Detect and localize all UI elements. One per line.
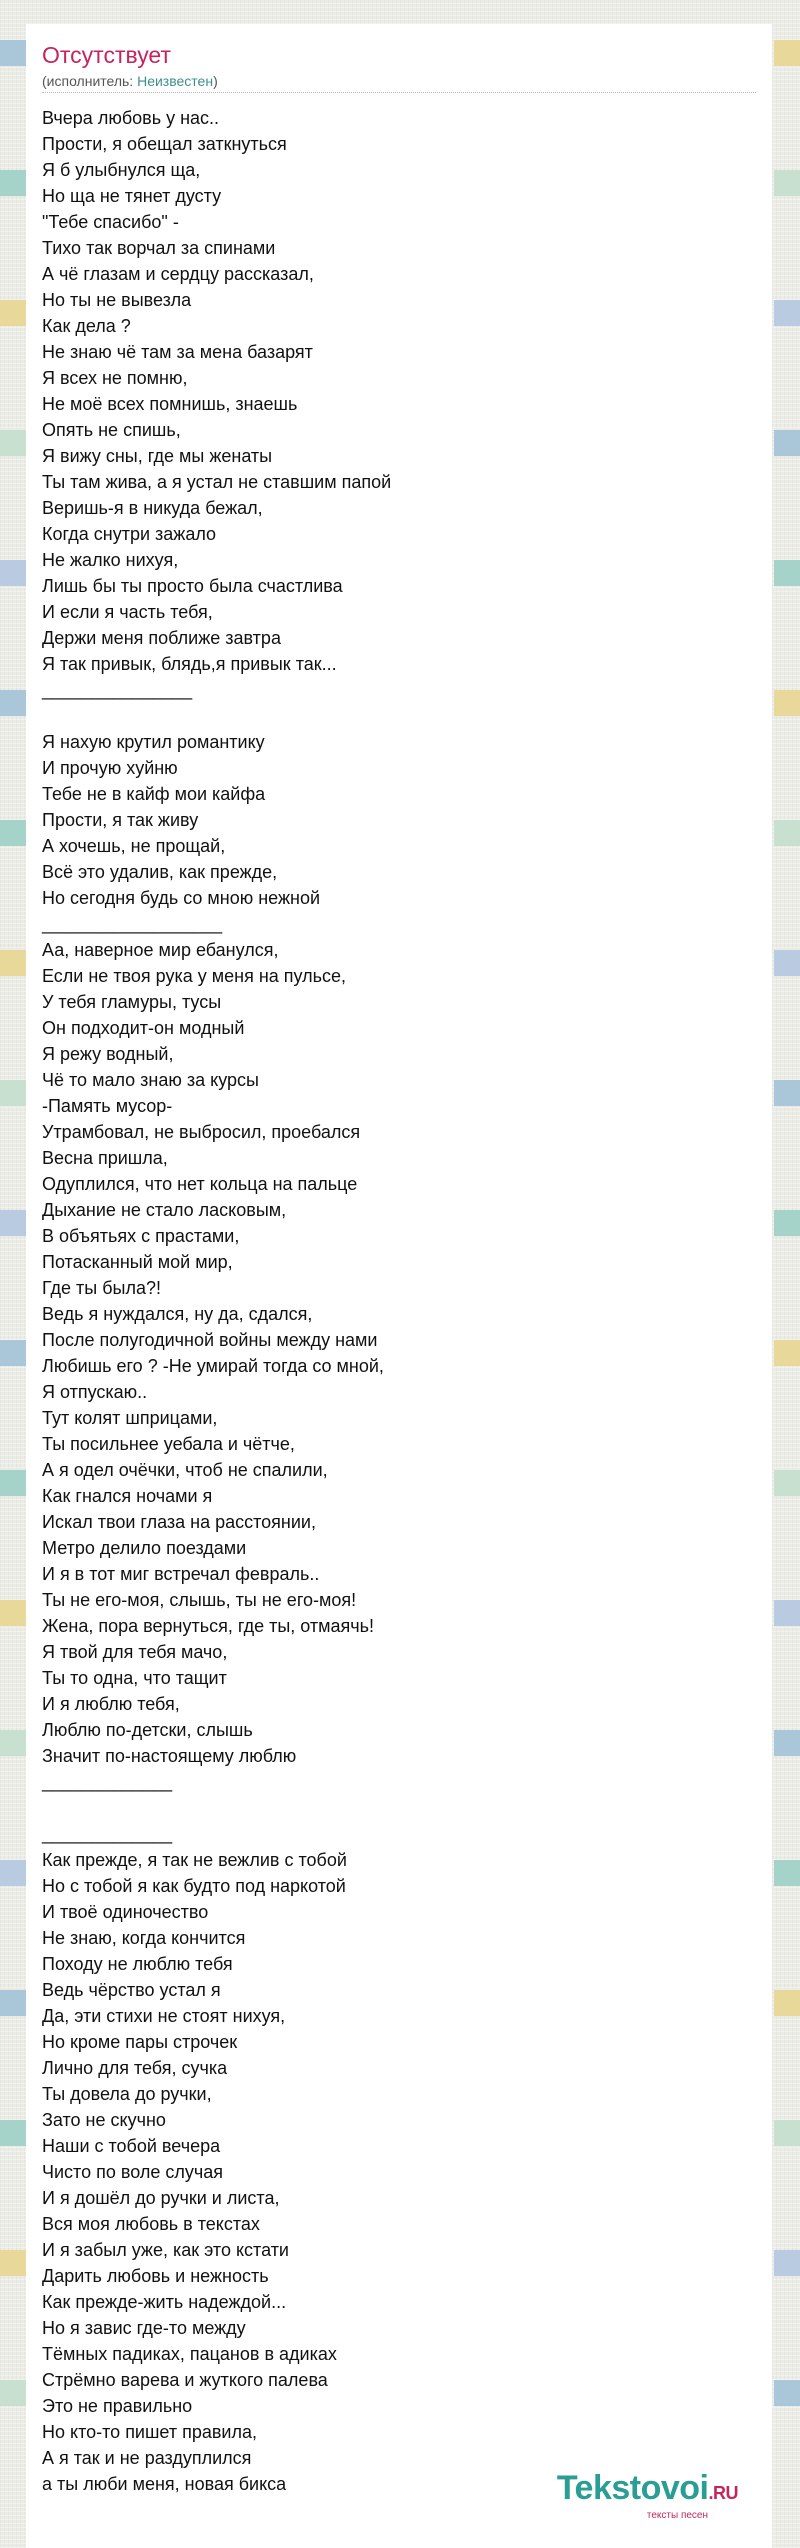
lyrics-line: Веришь-я в никуда бежал, [42,498,263,518]
stripe-block [774,1990,800,2016]
lyrics-line: _____________ [42,1772,173,1792]
lyrics-line: Весна пришла, [42,1148,168,1168]
stripe-block [0,1210,26,1236]
lyrics-line: Вчера любовь у нас.. [42,108,220,128]
lyrics-line: Люблю по-детски, слышь [42,1720,253,1740]
lyrics-line: Ведь чёрство устал я [42,1980,221,2000]
stripe-block [774,1470,800,1496]
stripe-block [0,820,26,846]
lyrics-line: А чё глазам и сердцу рассказал, [42,264,314,284]
stripe-block [774,2120,800,2146]
stripe-block [0,40,26,66]
lyrics-line: Но с тобой я как будто под наркотой [42,1876,346,1896]
lyrics-line: а ты люби меня, новая бикса [42,2474,287,2494]
lyrics-line: Искал твои глаза на расстоянии, [42,1512,316,1532]
artist-suffix: ) [213,73,218,89]
stripe-block [0,1990,26,2016]
lyrics-card [26,24,772,2548]
lyrics-line: И я в тот миг встречал февраль.. [42,1564,320,1584]
lyrics-line: Лишь бы ты просто была счастлива [42,576,343,596]
lyrics-line: И твоё одиночество [42,1902,209,1922]
lyrics-line: Как прежде-жить надеждой... [42,2292,287,2312]
lyrics-line: Любишь его ? -Не умирай тогда со мной, [42,1356,384,1376]
stripe-block [774,1860,800,1886]
lyrics-line: Ты то одна, что тащит [42,1668,227,1688]
lyrics-line: Чё то мало знаю за курсы [42,1070,259,1090]
lyrics-line: Как дела ? [42,316,131,336]
stripe-block [774,690,800,716]
lyrics-line: Я всех не помню, [42,368,188,388]
stripe-block [774,1340,800,1366]
stripe-block [774,2250,800,2276]
lyrics-line: Всё это удалив, как прежде, [42,862,278,882]
lyrics-line: Он подходит-он модный [42,1018,245,1038]
lyrics-line: Где ты была?! [42,1278,162,1298]
lyrics-line: -Память мусор- [42,1096,173,1116]
lyrics-line: Как гнался ночами я [42,1486,213,1506]
stripe-block [774,950,800,976]
lyrics-line: Тут колят шприцами, [42,1408,218,1428]
lyrics-line: Метро делило поездами [42,1538,247,1558]
stripe-block [774,1600,800,1626]
stripe-block [774,1080,800,1106]
logo-name: Tekstovoi [556,2469,709,2507]
lyrics-line: Потасканный мой мир, [42,1252,233,1272]
lyrics-line: А хочешь, не прощай, [42,836,226,856]
lyrics-line: И я люблю тебя, [42,1694,180,1714]
lyrics-line: Прости, я обещал заткнуться [42,134,287,154]
lyrics-line: Я твой для тебя мачо, [42,1642,228,1662]
stripe-block [0,1860,26,1886]
lyrics-line: Лично для тебя, сучка [42,2058,228,2078]
lyrics-line: Я так привык, блядь,я привык так... [42,654,337,674]
stripe-block [774,560,800,586]
lyrics-line: "Тебе спасибо" - [42,212,179,232]
lyrics-line: Но ща не тянет дусту [42,186,222,206]
stripe-block [774,430,800,456]
lyrics-line: Аа, наверное мир ебанулся, [42,940,279,960]
lyrics-line: Одуплился, что нет кольца на пальце [42,1174,358,1194]
lyrics-line: Я режу водный, [42,1044,174,1064]
lyrics-line: Не жалко нихуя, [42,550,179,570]
lyrics-line: Держи меня поближе завтра [42,628,281,648]
lyrics-line: В объятьях с прастами, [42,1226,240,1246]
stripe-block [774,2380,800,2406]
lyrics-line: Я вижу сны, где мы женаты [42,446,273,466]
lyrics-line: Не моё всех помнишь, знаешь [42,394,298,414]
lyrics-line: Но кто-то пишет правила, [42,2422,257,2442]
site-logo[interactable] [557,2471,738,2522]
song-title: Отсутствует [42,42,171,68]
lyrics-line: Наши с тобой вечера [42,2136,221,2156]
lyrics-line: Но кроме пары строчек [42,2032,238,2052]
lyrics-line: Когда снутри зажало [42,524,217,544]
lyrics-line: После полугодичной войны между нами [42,1330,378,1350]
lyrics-line: И прочую хуйню [42,758,178,778]
lyrics-text [42,105,772,2497]
lyrics-line: Зато не скучно [42,2110,166,2130]
lyrics-line: Значит по-настоящему люблю [42,1746,297,1766]
lyrics-line: Как прежде, я так не вежлив с тобой [42,1850,347,1870]
stripe-block [0,300,26,326]
lyrics-line: Ведь я нуждался, ну да, сдался, [42,1304,313,1324]
lyrics-line: Но сегодня будь со мною нежной [42,888,321,908]
lyrics-line: Ты там жива, а я устал не ставшим папой [42,472,392,492]
stripe-block [774,1730,800,1756]
lyrics-line: И если я часть тебя, [42,602,213,622]
lyrics-line: Но я завис где-то между [42,2318,246,2338]
lyrics-line: Не знаю чё там за мена базарят [42,342,313,362]
stripe-block [0,170,26,196]
lyrics-line: Тебе не в кайф мои кайфа [42,784,266,804]
lyrics-line: _____________ [42,1824,173,1844]
lyrics-line [42,703,772,729]
lyrics-line: Я б улыбнулся ща, [42,160,201,180]
artist-prefix: (исполнитель: [42,73,138,89]
stripe-block [0,690,26,716]
stripe-block [0,1730,26,1756]
lyrics-line: А я одел очёчки, чтоб не спалили, [42,1460,328,1480]
logo-tld: .RU [708,2483,738,2503]
stripe-block [774,820,800,846]
lyrics-line: Походу не люблю тебя [42,1954,233,1974]
lyrics-line: Дыхание не стало ласковым, [42,1200,287,1220]
stripe-block [0,2250,26,2276]
artist-line [42,72,756,93]
lyrics-line: Я нахую крутил романтику [42,732,265,752]
lyrics-line: Да, эти стихи не стоят нихуя, [42,2006,286,2026]
lyrics-line: Чисто по воле случая [42,2162,223,2182]
lyrics-line: Утрамбовал, не выбросил, проебался [42,1122,361,1142]
lyrics-line: Ты довела до ручки, [42,2084,212,2104]
lyrics-line: Я отпускаю.. [42,1382,148,1402]
lyrics-line: Если не твоя рука у меня на пульсе, [42,966,347,986]
lyrics-line: Тёмных падиках, пацанов в адиках [42,2344,337,2364]
lyrics-line: А я так и не раздуплился [42,2448,252,2468]
lyrics-line: Жена, пора вернуться, где ты, отмаячь! [42,1616,375,1636]
lyrics-line: Не знаю, когда кончится [42,1928,246,1948]
lyrics-line: Вся моя любовь в текстах [42,2214,260,2234]
lyrics-line: Это не правильно [42,2396,193,2416]
lyrics-line: Опять не спишь, [42,420,181,440]
lyrics-line: _______________ [42,680,193,700]
lyrics-line: Но ты не вывезла [42,290,192,310]
lyrics-line: Дарить любовь и нежность [42,2266,269,2286]
stripe-block [0,1600,26,1626]
stripe-block [0,950,26,976]
lyrics-line: Ты не его-моя, слышь, ты не его-моя! [42,1590,357,1610]
stripe-block [0,1470,26,1496]
stripe-block [0,2120,26,2146]
stripe-block [0,430,26,456]
logo-tagline: тексты песен [646,2510,708,2521]
stripe-block [0,2380,26,2406]
lyrics-line: Ты посильнее уебала и чётче, [42,1434,295,1454]
stripe-block [774,40,800,66]
artist-link[interactable]: Неизвестен [137,73,214,89]
lyrics-line: У тебя гламуры, тусы [42,992,222,1012]
lyrics-line: Стрёмно варева и жуткого палева [42,2370,328,2390]
stripe-block [0,560,26,586]
stripe-block [774,300,800,326]
lyrics-line: Прости, я так живу [42,810,199,830]
lyrics-line: И я забыл уже, как это кстати [42,2240,289,2260]
lyrics-line [42,1795,772,1821]
stripe-block [0,1080,26,1106]
lyrics-line: Тихо так ворчал за спинами [42,238,276,258]
stripe-block [774,1210,800,1236]
stripe-block [0,1340,26,1366]
lyrics-line: __________________ [42,914,223,934]
lyrics-line: И я дошёл до ручки и листа, [42,2188,280,2208]
stripe-block [774,170,800,196]
